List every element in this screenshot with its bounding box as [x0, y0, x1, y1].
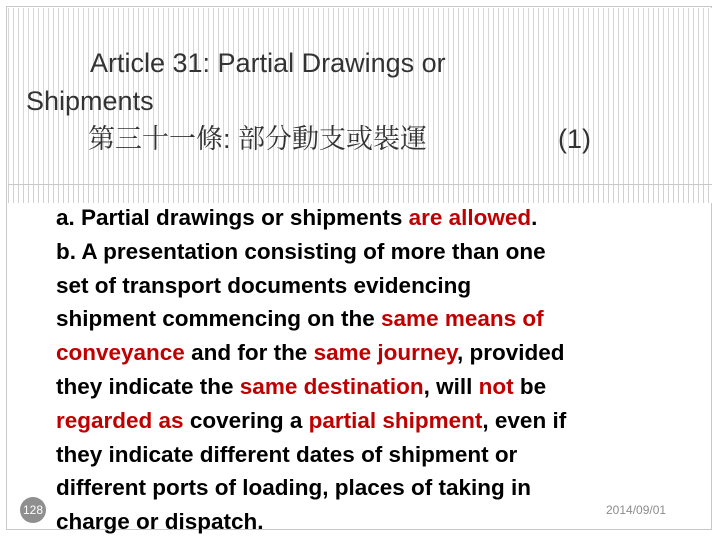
bullet-b-line-9: charge or dispatch.	[56, 509, 264, 535]
title-band	[8, 8, 712, 184]
bullet-b-line-1: b. A presentation consisting of more than one	[56, 238, 546, 264]
bullet-a	[56, 201, 706, 235]
text-run: covering a	[183, 407, 309, 433]
title-chinese: 第三十一條: 部分動支或裝運	[88, 124, 428, 154]
text-run: , provided	[456, 340, 565, 366]
text-run: be	[513, 373, 547, 399]
emphasis-text: same destination	[239, 373, 424, 399]
text-run: a. Partial drawings or shipments	[56, 205, 409, 230]
emphasis-text: are allowed	[408, 205, 532, 230]
emphasis-text: partial shipment	[308, 407, 483, 433]
text-run: shipment commencing on the	[56, 306, 382, 332]
title-line-1: Article 31: Partial Drawings or	[90, 48, 446, 78]
title-line-3	[26, 120, 712, 158]
text-run: , will	[423, 373, 479, 399]
bullet-b-line-4	[56, 336, 706, 370]
page-number-badge: 128	[20, 497, 46, 523]
slide-body	[56, 201, 706, 539]
emphasis-text: not	[478, 373, 514, 399]
bullet-b-line-7: they indicate different dates of shipment or	[56, 441, 518, 467]
emphasis-text: conveyance	[56, 340, 185, 366]
bullet-b-line-5	[56, 370, 706, 404]
bullet-b-line-3	[56, 302, 706, 336]
text-run: they indicate the	[56, 373, 240, 399]
title-line-2: Shipments	[26, 86, 154, 116]
emphasis-text: same means of	[381, 306, 544, 332]
text-run: , even if	[482, 407, 567, 433]
title-part-number: (1)	[558, 124, 591, 154]
slide-title	[8, 8, 712, 184]
text-run: and for the	[184, 340, 314, 366]
emphasis-text: regarded as	[56, 407, 184, 433]
emphasis-text: same journey	[313, 340, 457, 366]
bullet-b-line-2: set of transport documents evidencing	[56, 272, 472, 298]
bullet-b-line-8: different ports of loading, places of taking in	[56, 475, 532, 501]
bullet-b-line-6	[56, 404, 706, 438]
text-run: .	[531, 205, 538, 230]
footer-date: 2014/09/01	[606, 503, 667, 517]
